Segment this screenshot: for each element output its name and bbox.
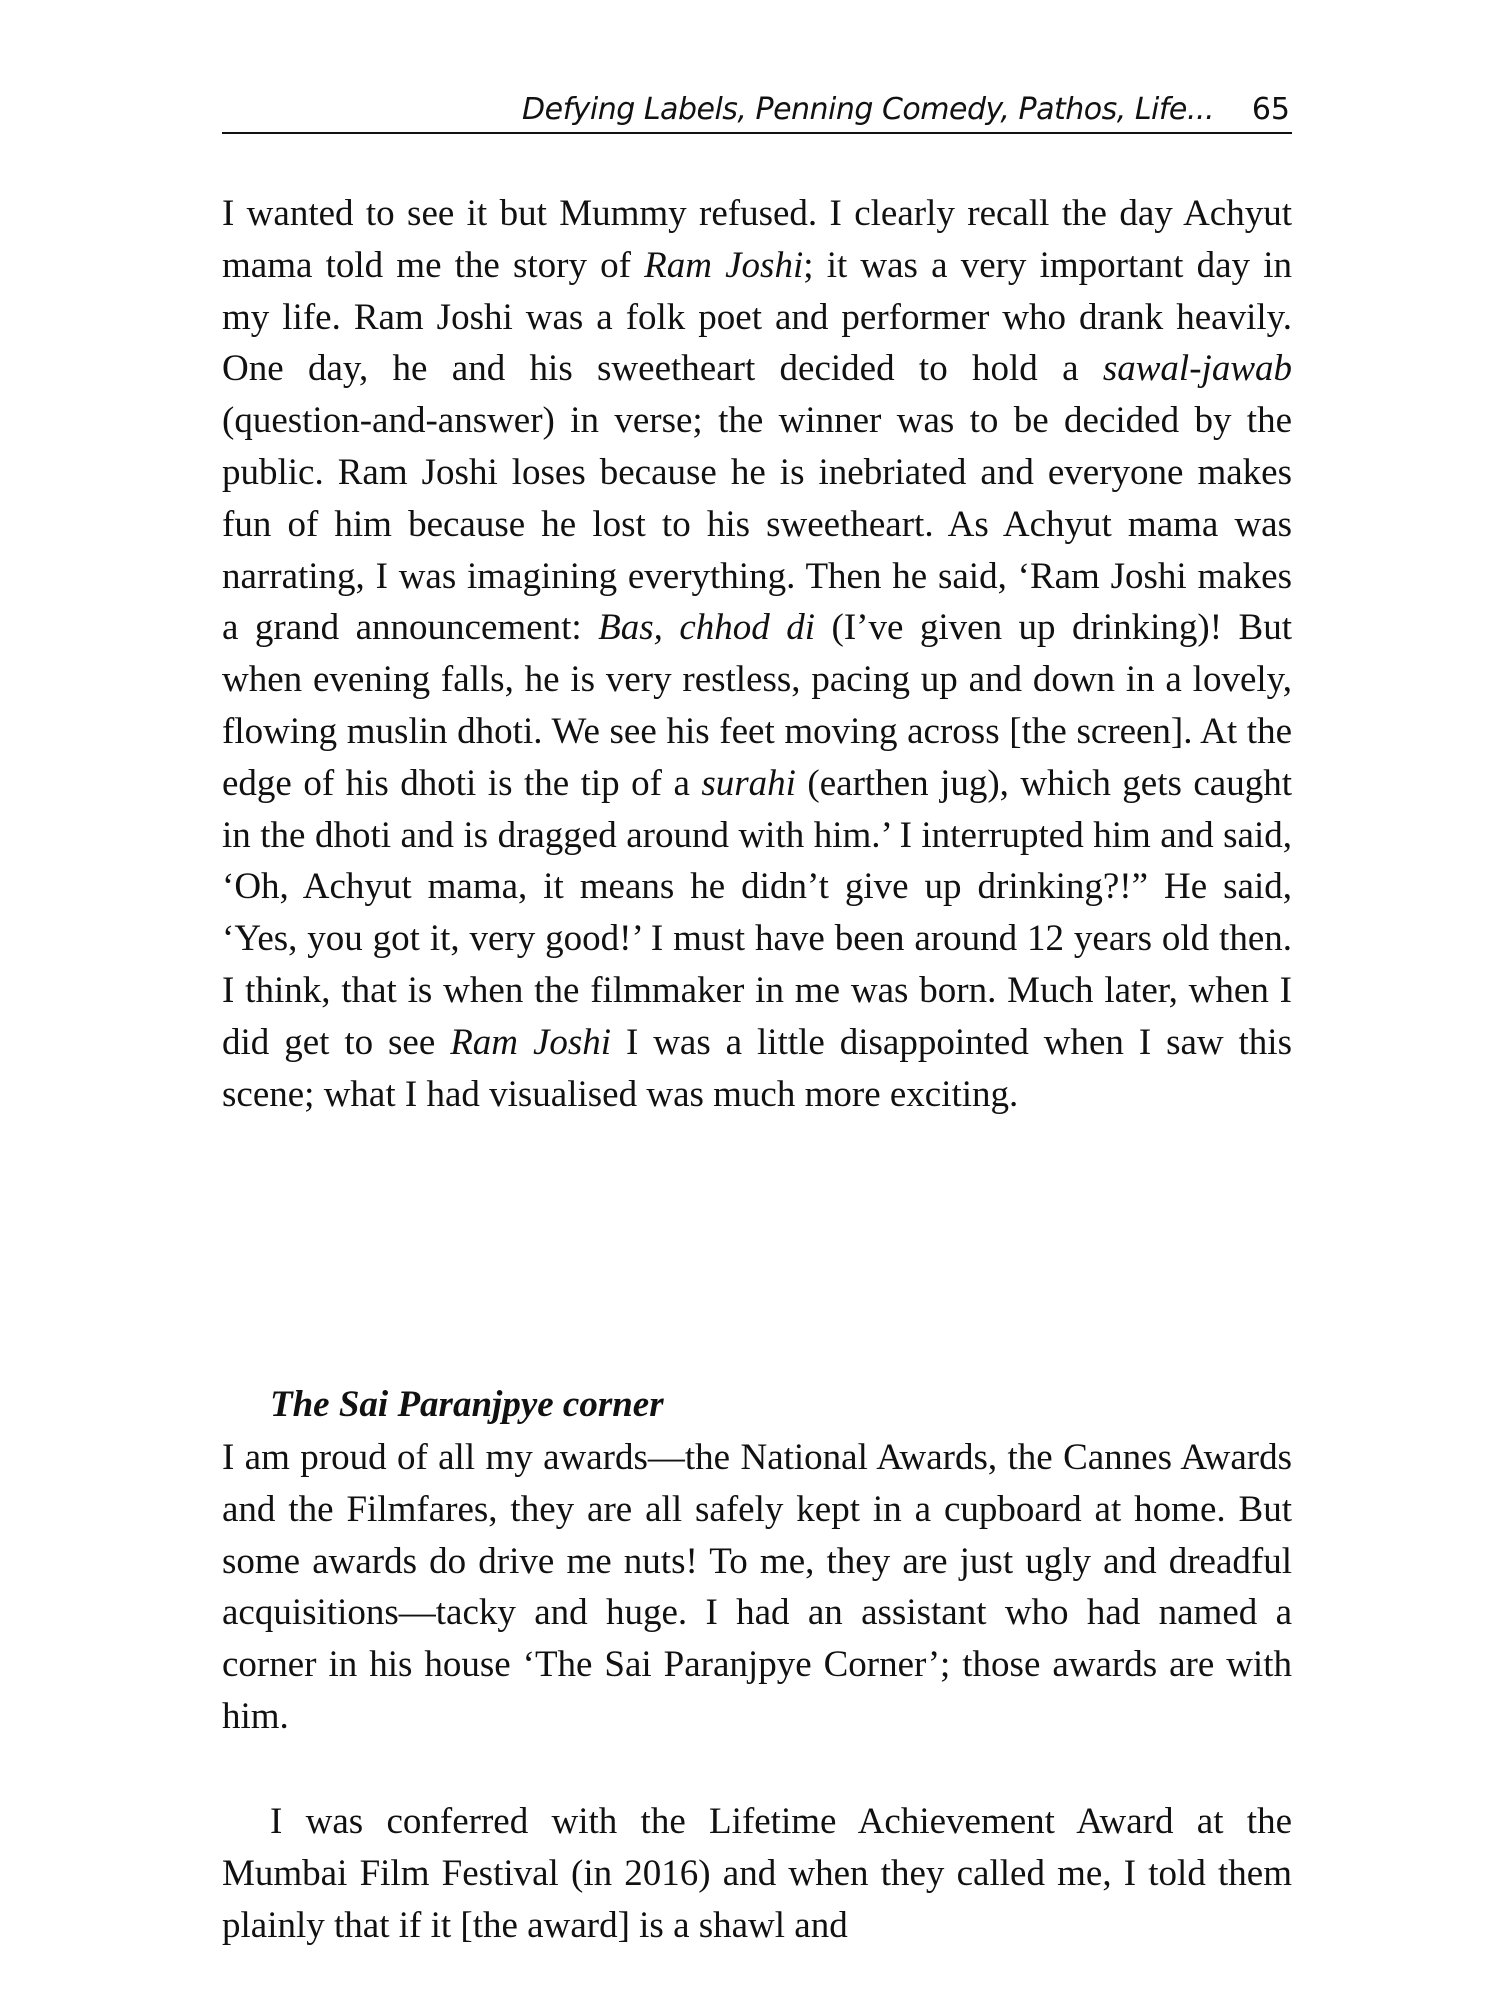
text-run: I was a little disappointed when I saw this scene; what I had visualised was much more exciting.	[222, 1021, 1292, 1115]
text-run: (question-and-answer) in verse; the winner was to be decided by the public. Ram Joshi loses because he is inebriated and everyone makes fun of him because he lost to his sweetheart. As Achyut mama was narrating, I was imagining everything. Then he said, ‘Ram Joshi makes a grand announcement:	[222, 400, 1292, 649]
italic-title: Ram Joshi	[450, 1021, 612, 1063]
paragraph-text: I was conferred with the Lifetime Achievement Award at the Mumbai Film Festival (in 2016) and when they called me, I told them plainly that if it [the award] is a shawl and	[222, 1801, 1292, 1946]
italic-term: surahi	[701, 762, 796, 804]
paragraph-text: I am proud of all my awards—the National Awards, the Cannes Awards and the Filmfares, they are all safely kept in a cupboard at home. But some awards do drive me nuts! To me, they are just ugly and dreadful acquisitions—tacky and huge. I had an assistant who had named a corner in his house ‘The Sai Paranjpye Corner’; those awards are with him.	[222, 1437, 1292, 1737]
text-run: (earthen jug), which gets caught in the dhoti and is dragged around with him.’ I interrupted him and said, ‘Oh, Achyut mama, it means he didn’t give up drinking?!” He said, ‘Yes, you got it, very good!’ I must have been around 12 years old then. I think, that is when the filmmaker in me was born. Much later, when I did get to see	[222, 762, 1292, 1063]
running-header	[222, 92, 1292, 134]
text-run: (I’ve given up drinking)! But when evening falls, he is very restless, pacing up and down in a lovely, flowing muslin dhoti. We see his feet moving across [the screen]. At the edge of his dhoti is the tip of a	[222, 607, 1292, 804]
section-subheading: The Sai Paranjpye corner	[270, 1384, 664, 1425]
italic-title: Ram Joshi	[644, 244, 804, 286]
italic-term: sawal-jawab	[1102, 348, 1292, 390]
paragraph-ram-joshi	[222, 188, 1292, 1120]
paragraph-awards	[222, 1432, 1292, 1743]
paragraph-lifetime-award	[222, 1796, 1292, 1951]
page-number: 65	[1251, 92, 1290, 127]
text-run: ; it was a very important day in my life. Ram Joshi was a folk poet and performer who drank heavily. One day, he and his sweetheart decided to hold a	[222, 244, 1292, 390]
paragraph-text	[222, 188, 1292, 1120]
italic-term: Bas, chhod di	[598, 607, 816, 649]
running-title: Defying Labels, Penning Comedy, Pathos, Life...	[522, 92, 1214, 127]
text-run: I wanted to see it but Mummy refused. I clearly recall the day Achyut mama told me the story of	[222, 193, 1292, 286]
